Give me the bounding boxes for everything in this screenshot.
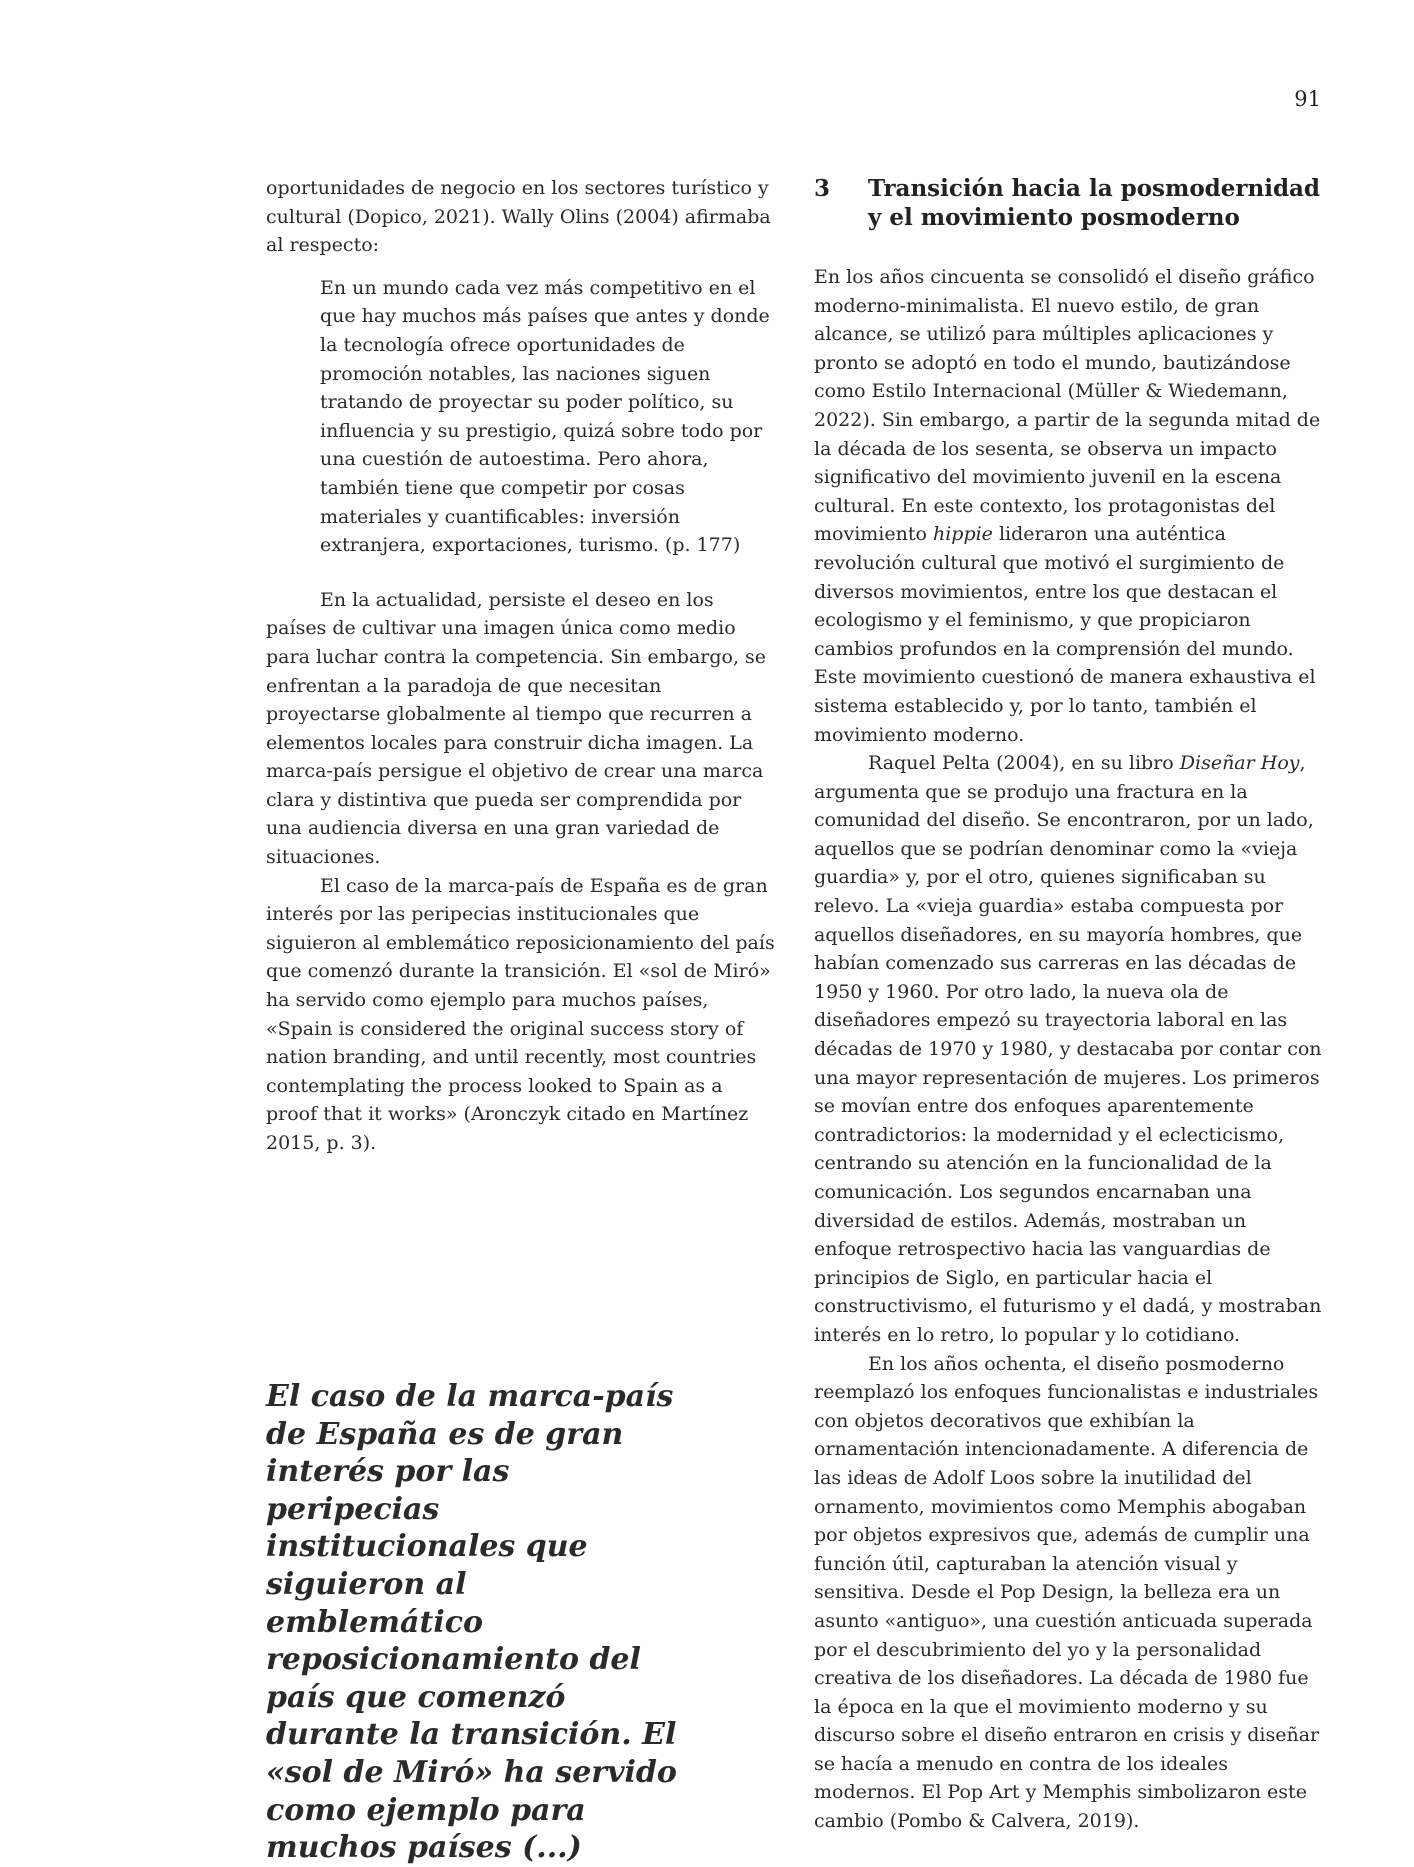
- text-run: lideraron una auténtica revolución cultural que motivó el surgimiento de diversos movimientos, entre los que destacan el ecologismo y el feminismo, y que propiciaron cambios profundos en la comprensión del mundo. Este movimiento cuestionó de manera exhaustiva el sistema establecido y, por lo tanto, también el movimiento moderno.: [814, 523, 1316, 746]
- left-column: [266, 174, 776, 1158]
- text-run: Raquel Pelta (2004), en su libro: [868, 752, 1180, 775]
- block-quote: En un mundo cada vez más competitivo en el que hay muchos más países que antes y donde la tecnología ofrece oportunidades de promoción notables, las naciones siguen tratando de proyectar su poder político, su influencia y su prestigio, quizá sobre todo por una cuestión de autoestima. Pero ahora, también tiene que competir por cosas materiales y cuantificables: inversión extranjera, exportaciones, turismo. (p. 177): [320, 276, 770, 557]
- text-run: , argumenta que se produjo una fractura en la comunidad del diseño. Se encontraron, por un lado, aquellos que se podrían denominar como la «vieja guardia» y, por el otro, quienes significaban su relevo. La «vieja guardia» estaba compuesta por aquellos diseñadores, en su mayoría hombres, que habían comenzado sus carreras en las décadas de 1950 y 1960. Por otro lado, la nueva ola de diseñadores empezó su trayectoria laboral en las décadas de 1970 y 1980, y destacaba por contar con una mayor representación de mujeres. Los primeros se movían entre dos enfoques aparentemente contradictorios: la modernidad y el eclecticismo, centrando su atención en la funcionalidad de la comunicación. Los segundos encarnaban una diversidad de estilos. Además, mostraban un enfoque retrospectivo hacia las vanguardias de principios de Siglo, en particular hacia el constructivismo, el futurismo y el dadá, y mostraban interés en lo retro, lo popular y lo cotidiano.: [814, 752, 1322, 1346]
- paragraph: [814, 263, 1328, 749]
- paragraph: En los años ochenta, el diseño posmoderno reemplazó los enfoques funcionalistas e industriales con objetos decorativos que exhibían la ornamentación intencionadamente. A diferencia de las ideas de Adolf Loos sobre la inutilidad del ornamento, movimientos como Memphis abogaban por objetos expresivos que, además de cumplir una función útil, capturaban la atención visual y sensitiva. Desde el Pop Design, la belleza era un asunto «antiguo», una cuestión anticuada superada por el descubrimiento del yo y la personalidad creativa de los diseñadores. La década de 1980 fue la época en la que el movimiento moderno y su discurso sobre el diseño entraron en crisis y diseñar se hacía a menudo en contra de los ideales modernos. El Pop Art y Memphis simbolizaron este cambio (Pombo & Calvera, 2019).: [814, 1352, 1320, 1833]
- right-column: [814, 174, 1328, 1836]
- pull-quote: El caso de la marca-país de España es de gran interés por las peripecias institucionales que siguieron al emblemático reposicionamiento del país que comenzó durante la transición. El «sol de Miró» ha servido como ejemplo para muchos países (...): [266, 1379, 677, 1866]
- section-title: Transición hacia la posmodernidad y el movimiento posmoderno: [868, 175, 1321, 231]
- paragraph: En la actualidad, persiste el deseo en los países de cultivar una imagen única como medio para luchar contra la competencia. Sin embargo, se enfrentan a la paradoja de que necesitan proyectarse globalmente al tiempo que recurren a elementos locales para construir dicha imagen. La marca-país persigue el objetivo de crear una marca clara y distintiva que pueda ser comprendida por una audiencia diversa en una gran variedad de situaciones.: [266, 588, 767, 869]
- section-number: 3: [814, 175, 831, 202]
- page-number: 91: [1294, 87, 1321, 111]
- text-run: En los años cincuenta se consolidó el diseño gráfico moderno-minimalista. El nuevo estilo, de gran alcance, se utilizó para múltiples aplicaciones y pronto se adoptó en todo el mundo, bautizándose como Estilo Internacional (Müller & Wiedemann, 2022). Sin embargo, a partir de la segunda mitad de la década de los sesenta, se observa un impacto significativo del movimiento juvenil en la escena cultural. En este contexto, los protagonistas del movimiento: [814, 266, 1321, 546]
- book-title: Diseñar Hoy: [1179, 752, 1300, 775]
- paragraph: [814, 749, 1328, 1349]
- emphasis: hippie: [932, 523, 993, 546]
- paragraph: El caso de la marca-país de España es de gran interés por las peripecias institucionales que siguieron al emblemático reposicionamiento del país que comenzó durante la transición. El «sol de Miró» ha servido como ejemplo para muchos países, «Spain is considered the original success story of nation branding, and until recently, most countries contemplating the process looked to Spain as a proof that it works» (Aronczyk citado en Martínez 2015, p. 3).: [266, 874, 775, 1154]
- section-heading: [814, 174, 1328, 232]
- paragraph: oportunidades de negocio en los sectores turístico y cultural (Dopico, 2021). Wally Olins (2004) afirmaba al respecto:: [266, 177, 771, 257]
